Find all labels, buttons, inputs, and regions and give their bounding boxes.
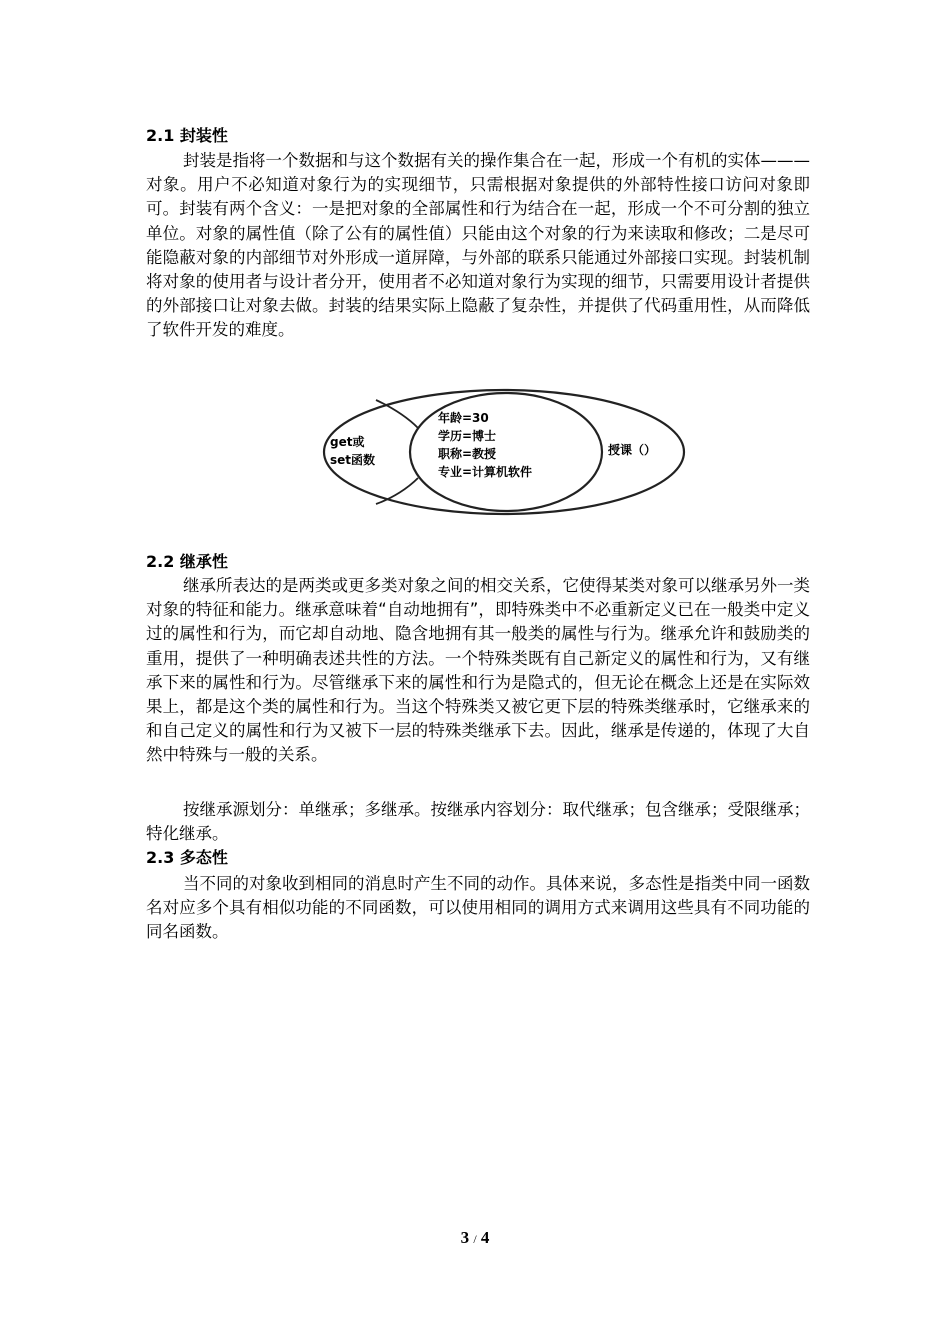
paragraph-encapsulation: 封装是指将一个数据和与这个数据有关的操作集合在一起，形成一个有机的实体———对象。用户不必知道对象行为的实现细节，只需根据对象提供的外部特性接口访问对象即可。封装有两个含义：一是把对象的全部属性和行为结合在一起，形成一个不可分割的独立单位。对象的属性值（除了公有的属性值）只能由这个对象的行为来读取和修改；二是尽可能隐蔽对象的内部细节对外形成一道屏障，与外部的联系只能通过外部接口实现。封装机制将对象的使用者与设计者分开，使用者不必知道对象行为实现的细节，只需要用设计者提供的外部接口让对象去做。封装的结果实际上隐蔽了复杂性，并提供了代码重用性，从而降低了软件开发的难度。	[146, 151, 810, 340]
attribute-age: 年龄=30	[438, 411, 489, 425]
encapsulation-diagram	[318, 384, 690, 524]
section-heading-polymorphism: 2.3 多态性	[146, 848, 228, 867]
section-heading-encapsulation: 2.1 封装性	[146, 126, 228, 145]
page-separator: /	[473, 1232, 477, 1246]
left-label-line1: get或	[330, 435, 365, 449]
attribute-major: 专业=计算机软件	[438, 465, 533, 479]
right-label-method: 授课（）	[608, 443, 657, 457]
boundary-line-top	[376, 400, 418, 428]
section-heading-inheritance: 2.2 继承性	[146, 552, 228, 571]
paragraph-inheritance: 继承所表达的是两类或更多类对象之间的相交关系，它使得某类对象可以继承另外一类对象的特征和能力。继承意味着“自动地拥有”，即特殊类中不必重新定义已在一般类中定义过的属性和行为，而它却自动地、隐含地拥有其一般类的属性与行为。继承允许和鼓励类的重用，提供了一种明确表述共性的方法。一个特殊类既有自己新定义的属性和行为，又有继承下来的属性和行为。尽管继承下来的属性和行为是隐式的，但无论在概念上还是在实际效果上，都是这个类的属性和行为。当这个特殊类又被它更下层的特殊类继承时，它继承来的和自己定义的属性和行为又被下一层的特殊类继承下去。因此，继承是传递的，体现了大自然中特殊与一般的关系。	[146, 576, 810, 765]
left-label-line2: set函数	[330, 453, 376, 467]
boundary-line-bottom	[376, 478, 418, 504]
page-current: 3	[460, 1228, 470, 1247]
attribute-degree: 学历=博士	[438, 429, 497, 443]
page-total: 4	[480, 1228, 490, 1247]
paragraph-polymorphism: 当不同的对象收到相同的消息时产生不同的动作。具体来说，多态性是指类中同一函数名对应多个具有相似功能的不同函数，可以使用相同的调用方式来调用这些具有不同功能的同名函数。	[146, 874, 810, 942]
attribute-title: 职称=教授	[438, 447, 497, 461]
paragraph-inheritance-types: 按继承源划分：单继承；多继承。按继承内容划分：取代继承；包含继承；受限继承；特化继承。	[146, 800, 810, 844]
page-number	[0, 1228, 950, 1248]
